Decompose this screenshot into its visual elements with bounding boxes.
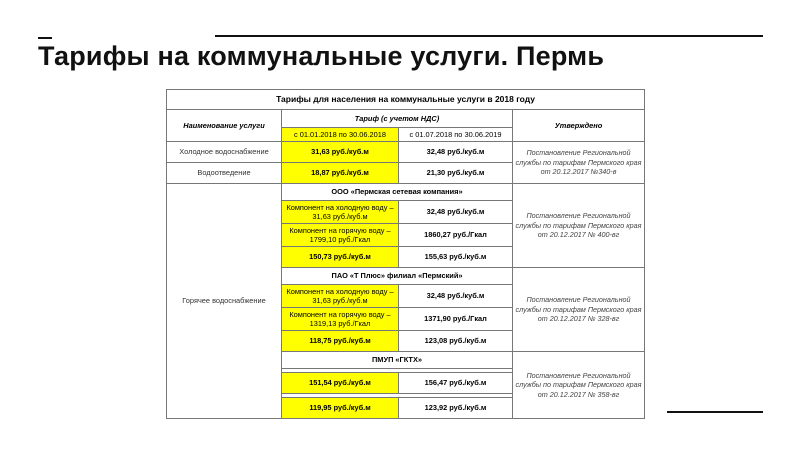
component-label: Компонент на холодную воду – 31,63 руб./куб.м — [282, 201, 399, 224]
tariff-cell: 151,54 руб./куб.м — [282, 373, 399, 394]
tariff-cell: 32,48 руб./куб.м — [399, 285, 513, 308]
page-title: Тарифы на коммунальные услуги. Пермь — [38, 41, 605, 71]
component-label: Компонент на горячую воду – 1319,13 руб./Гкал — [282, 308, 399, 331]
approval-text: Постановление Региональной службы по тарифам Пермского края от 20.12.2017 № 400-вг — [513, 184, 645, 268]
service-name: Водоотведение — [167, 163, 282, 184]
component-label: Компонент на холодную воду – 31,63 руб./куб.м — [282, 285, 399, 308]
table-row — [167, 142, 645, 163]
tariff-table-container — [166, 89, 644, 419]
tariff-cell: 123,08 руб./куб.м — [399, 331, 513, 352]
approval-text: Постановление Региональной службы по тарифам Пермского края от 20.12.2017 № 328-вг — [513, 268, 645, 352]
tariff-table — [166, 89, 645, 419]
tariff-cell: 32,48 руб./куб.м — [399, 142, 513, 163]
tariff-cell: 118,75 руб./куб.м — [282, 331, 399, 352]
header-period-1: с 01.01.2018 по 30.06.2018 — [282, 128, 399, 142]
approval-text: Постановление Региональной службы по тарифам Пермского края от 20.12.2017 № 358-вг — [513, 352, 645, 419]
footer-rule — [667, 411, 763, 413]
tariff-cell: 18,87 руб./куб.м — [282, 163, 399, 184]
company-name: ООО «Пермская сетевая компания» — [282, 184, 513, 201]
service-name: Холодное водоснабжение — [167, 142, 282, 163]
tariff-cell: 156,47 руб./куб.м — [399, 373, 513, 394]
company-name: ПАО «Т Плюс» филиал «Пермский» — [282, 268, 513, 285]
approval-text: Постановление Региональной службы по тарифам Пермского края от 20.12.2017 №340-в — [513, 142, 645, 184]
tariff-cell: 31,63 руб./куб.м — [282, 142, 399, 163]
table-caption: Тарифы для населения на коммунальные услуги в 2018 году — [167, 90, 645, 110]
tariff-cell: 1371,90 руб./Гкал — [399, 308, 513, 331]
title-accent-line — [38, 37, 52, 39]
header-period-2: с 01.07.2018 по 30.06.2019 — [399, 128, 513, 142]
table-row — [167, 184, 645, 201]
service-name-hot-water: Горячее водоснабжение — [167, 184, 282, 419]
tariff-cell: 155,63 руб./куб.м — [399, 247, 513, 268]
header-approved: Утверждено — [513, 110, 645, 142]
header-rule — [215, 35, 763, 37]
tariff-cell: 150,73 руб./куб.м — [282, 247, 399, 268]
tariff-cell: 21,30 руб./куб.м — [399, 163, 513, 184]
tariff-cell: 32,48 руб./куб.м — [399, 201, 513, 224]
component-label: Компонент на горячую воду – 1799,10 руб./Гкал — [282, 224, 399, 247]
header-service: Наименование услуги — [167, 110, 282, 142]
tariff-cell: 1860,27 руб./Гкал — [399, 224, 513, 247]
tariff-cell: 119,95 руб./куб.м — [282, 398, 399, 419]
header-tariff: Тариф (с учетом НДС) — [282, 110, 513, 128]
company-name: ПМУП «ГКТХ» — [282, 352, 513, 369]
tariff-cell: 123,92 руб./куб.м — [399, 398, 513, 419]
